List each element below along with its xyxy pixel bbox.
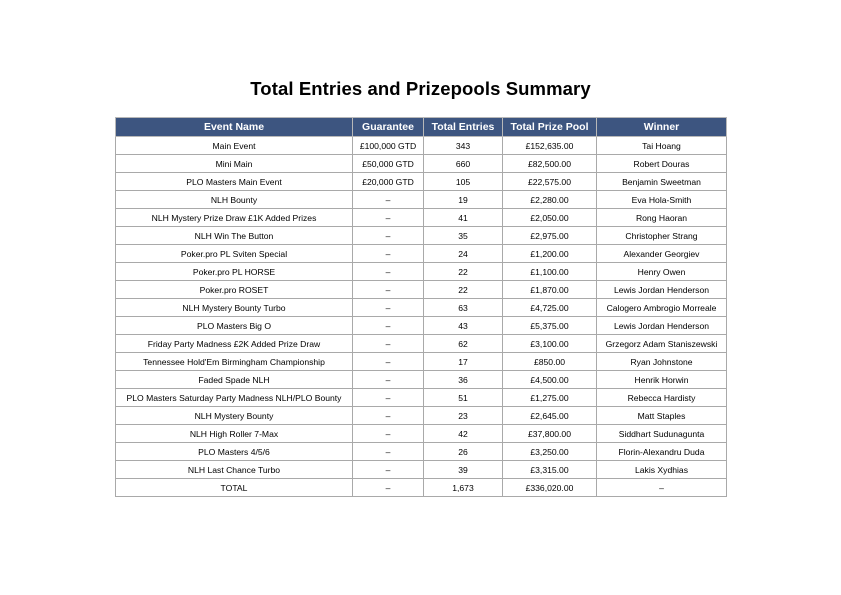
winner-cell: Lewis Jordan Henderson (597, 317, 727, 335)
total-entries-cell: 22 (424, 263, 503, 281)
table-row (116, 263, 727, 281)
total-entries-cell: 35 (424, 227, 503, 245)
table-row (116, 155, 727, 173)
guarantee-cell: – (353, 389, 424, 407)
total-entries-cell: 43 (424, 317, 503, 335)
winner-cell: Rebecca Hardisty (597, 389, 727, 407)
guarantee-cell: – (353, 461, 424, 479)
column-header-event-name: Event Name (116, 118, 353, 137)
winner-cell: Henrik Horwin (597, 371, 727, 389)
total-entries-cell: 62 (424, 335, 503, 353)
event-name-cell: NLH Mystery Bounty (116, 407, 353, 425)
column-header-guarantee: Guarantee (353, 118, 424, 137)
event-name-cell: NLH Mystery Bounty Turbo (116, 299, 353, 317)
guarantee-cell: – (353, 371, 424, 389)
guarantee-cell: – (353, 443, 424, 461)
winner-cell: Eva Hola-Smith (597, 191, 727, 209)
winner-cell: Grzegorz Adam Staniszewski (597, 335, 727, 353)
guarantee-cell: – (353, 335, 424, 353)
total-entries-cell: 17 (424, 353, 503, 371)
total-prize-pool-cell: £4,725.00 (503, 299, 597, 317)
winner-cell: Matt Staples (597, 407, 727, 425)
total-entries-cell: 23 (424, 407, 503, 425)
event-name-cell: PLO Masters Big O (116, 317, 353, 335)
event-name-cell: PLO Masters 4/5/6 (116, 443, 353, 461)
summary-table (115, 117, 727, 497)
header-row (116, 118, 727, 137)
total-prize-pool-cell: £850.00 (503, 353, 597, 371)
winner-cell: Calogero Ambrogio Morreale (597, 299, 727, 317)
total-prize-pool-cell: £2,280.00 (503, 191, 597, 209)
total-entries-cell: 1,673 (424, 479, 503, 497)
guarantee-cell: – (353, 425, 424, 443)
winner-cell: Siddhart Sudunagunta (597, 425, 727, 443)
total-prize-pool-cell: £37,800.00 (503, 425, 597, 443)
event-name-cell: NLH Last Chance Turbo (116, 461, 353, 479)
table-row (116, 425, 727, 443)
event-name-cell: Faded Spade NLH (116, 371, 353, 389)
total-entries-cell: 19 (424, 191, 503, 209)
table-row (116, 443, 727, 461)
winner-cell: Lewis Jordan Henderson (597, 281, 727, 299)
table-row (116, 317, 727, 335)
total-prize-pool-cell: £3,315.00 (503, 461, 597, 479)
table-row (116, 461, 727, 479)
guarantee-cell: – (353, 317, 424, 335)
page-title: Total Entries and Prizepools Summary (250, 78, 591, 99)
guarantee-cell: – (353, 479, 424, 497)
guarantee-cell: £50,000 GTD (353, 155, 424, 173)
table-row (116, 335, 727, 353)
table-row (116, 191, 727, 209)
guarantee-cell: – (353, 227, 424, 245)
table-row (116, 371, 727, 389)
event-name-cell: Friday Party Madness £2K Added Prize Draw (116, 335, 353, 353)
guarantee-cell: £100,000 GTD (353, 137, 424, 155)
total-entries-cell: 41 (424, 209, 503, 227)
total-prize-pool-cell: £3,100.00 (503, 335, 597, 353)
guarantee-cell: – (353, 209, 424, 227)
table-row (116, 245, 727, 263)
winner-cell: Christopher Strang (597, 227, 727, 245)
table-row (116, 137, 727, 155)
event-name-cell: Poker.pro PL HORSE (116, 263, 353, 281)
event-name-cell: Poker.pro PL Sviten Special (116, 245, 353, 263)
guarantee-cell: – (353, 281, 424, 299)
total-entries-cell: 105 (424, 173, 503, 191)
total-entries-cell: 26 (424, 443, 503, 461)
winner-cell: Benjamin Sweetman (597, 173, 727, 191)
event-name-cell: NLH High Roller 7-Max (116, 425, 353, 443)
table-row (116, 209, 727, 227)
total-entries-cell: 343 (424, 137, 503, 155)
table-row (116, 173, 727, 191)
total-prize-pool-cell: £22,575.00 (503, 173, 597, 191)
event-name-cell: PLO Masters Main Event (116, 173, 353, 191)
total-entries-cell: 42 (424, 425, 503, 443)
total-entries-cell: 22 (424, 281, 503, 299)
total-prize-pool-cell: £2,050.00 (503, 209, 597, 227)
column-header-total-entries: Total Entries (424, 118, 503, 137)
total-entries-cell: 63 (424, 299, 503, 317)
column-header-total-prize-pool: Total Prize Pool (503, 118, 597, 137)
winner-cell: Tai Hoang (597, 137, 727, 155)
total-prize-pool-cell: £82,500.00 (503, 155, 597, 173)
total-prize-pool-cell: £152,635.00 (503, 137, 597, 155)
event-name-cell: Tennessee Hold'Em Birmingham Championship (116, 353, 353, 371)
total-entries-cell: 24 (424, 245, 503, 263)
event-name-cell: Poker.pro ROSET (116, 281, 353, 299)
winner-cell: Lakis Xydhias (597, 461, 727, 479)
total-prize-pool-cell: £1,100.00 (503, 263, 597, 281)
guarantee-cell: – (353, 353, 424, 371)
total-prize-pool-cell: £2,975.00 (503, 227, 597, 245)
guarantee-cell: – (353, 407, 424, 425)
winner-cell: – (597, 479, 727, 497)
event-name-cell: PLO Masters Saturday Party Madness NLH/PLO Bounty (116, 389, 353, 407)
total-row (116, 479, 727, 497)
table-row (116, 227, 727, 245)
total-prize-pool-cell: £5,375.00 (503, 317, 597, 335)
total-prize-pool-cell: £1,275.00 (503, 389, 597, 407)
table-row (116, 281, 727, 299)
total-prize-pool-cell: £1,870.00 (503, 281, 597, 299)
table-row (116, 407, 727, 425)
winner-cell: Florin-Alexandru Duda (597, 443, 727, 461)
guarantee-cell: £20,000 GTD (353, 173, 424, 191)
event-name-cell: Mini Main (116, 155, 353, 173)
event-name-cell: NLH Win The Button (116, 227, 353, 245)
guarantee-cell: – (353, 245, 424, 263)
total-entries-cell: 51 (424, 389, 503, 407)
total-prize-pool-cell: £4,500.00 (503, 371, 597, 389)
winner-cell: Robert Douras (597, 155, 727, 173)
total-prize-pool-cell: £3,250.00 (503, 443, 597, 461)
winner-cell: Alexander Georgiev (597, 245, 727, 263)
guarantee-cell: – (353, 299, 424, 317)
table-row (116, 353, 727, 371)
event-name-cell: TOTAL (116, 479, 353, 497)
total-prize-pool-cell: £2,645.00 (503, 407, 597, 425)
total-prize-pool-cell: £1,200.00 (503, 245, 597, 263)
winner-cell: Rong Haoran (597, 209, 727, 227)
column-header-winner: Winner (597, 118, 727, 137)
total-entries-cell: 660 (424, 155, 503, 173)
event-name-cell: NLH Bounty (116, 191, 353, 209)
table-row (116, 299, 727, 317)
guarantee-cell: – (353, 191, 424, 209)
table-header (116, 118, 727, 137)
event-name-cell: NLH Mystery Prize Draw £1K Added Prizes (116, 209, 353, 227)
event-name-cell: Main Event (116, 137, 353, 155)
winner-cell: Henry Owen (597, 263, 727, 281)
table-row (116, 389, 727, 407)
total-prize-pool-cell: £336,020.00 (503, 479, 597, 497)
table-body (116, 137, 727, 497)
winner-cell: Ryan Johnstone (597, 353, 727, 371)
guarantee-cell: – (353, 263, 424, 281)
total-entries-cell: 36 (424, 371, 503, 389)
total-entries-cell: 39 (424, 461, 503, 479)
